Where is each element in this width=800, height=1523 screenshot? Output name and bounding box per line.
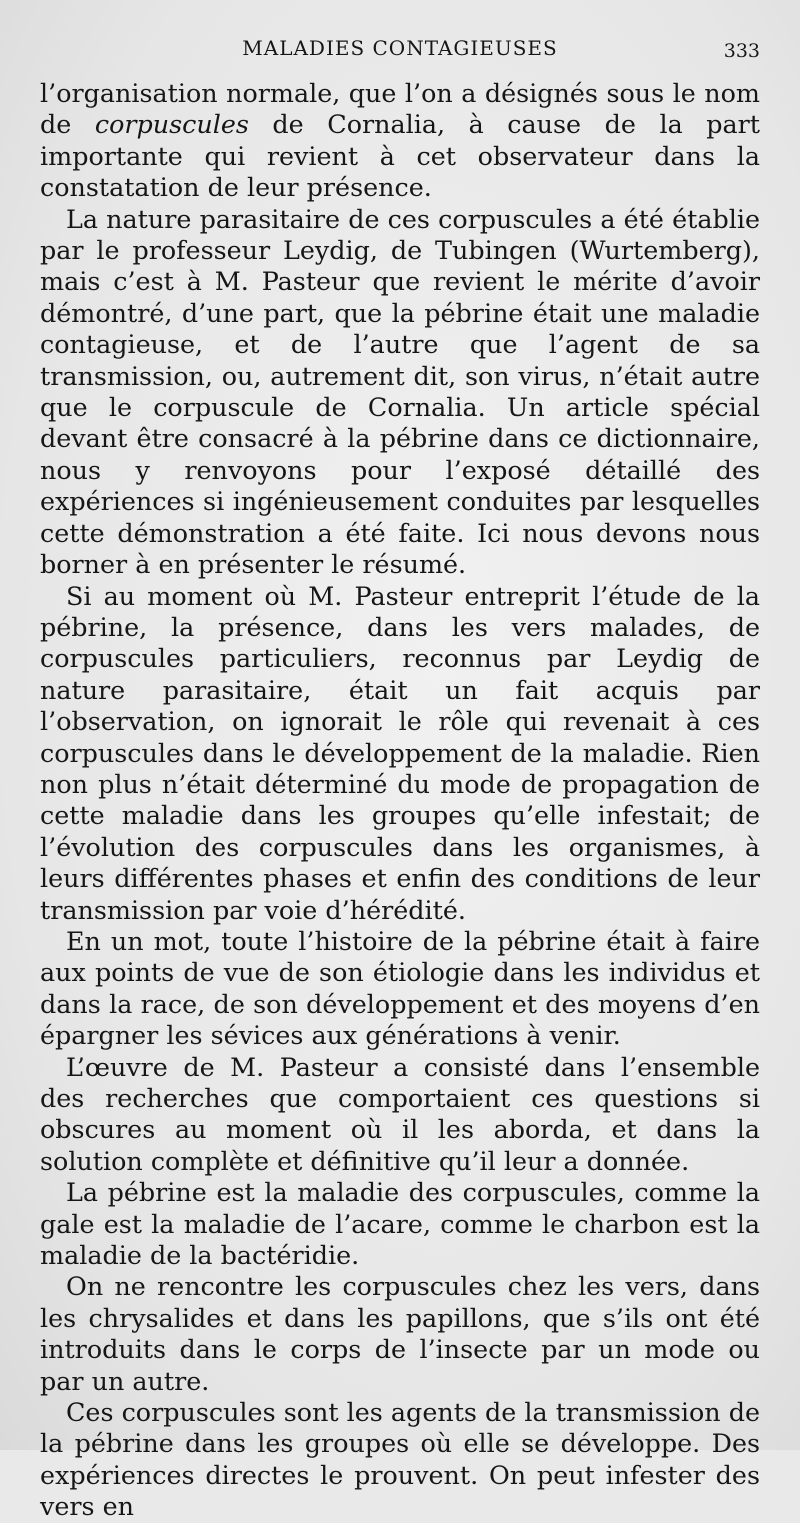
paragraph-1-text-b: de Cornalia, à cause de la part importante qui revient à cet observateur dans la constatation de leur présence.	[40, 109, 760, 203]
paragraph-1	[40, 78, 760, 204]
body-text	[40, 78, 760, 1523]
page-number: 333	[723, 40, 760, 62]
running-title: MALADIES CONTAGIEUSES	[242, 36, 558, 60]
paragraph-1-italic-term: corpuscules	[94, 109, 249, 140]
paragraph-3: Si au moment où M. Pasteur entreprit l’étude de la pébrine, la présence, dans les vers malades, de corpuscules particuliers, reconnus par Leydig de nature parasitaire, était un fait acquis par l’observation, on ignorait le rôle qui revenait à ces corpuscules dans le développement de la maladie. Rien non plus n’était déterminé du mode de propagation de cette maladie dans les groupes qu’elle infestait; de l’évolution des corpuscules dans les organismes, à leurs différentes phases et enfin des conditions de leur transmission par voie d’hérédité.	[40, 580, 760, 925]
paragraph-7: On ne rencontre les corpuscules chez les vers, dans les chrysalides et dans les papillons, que s’ils ont été introduits dans le corps de l’insecte par un mode ou par un autre.	[40, 1271, 760, 1396]
paragraph-6: La pébrine est la maladie des corpuscules, comme la gale est la maladie de l’acare, comme le charbon est la maladie de la bactéridie.	[40, 1177, 760, 1271]
paragraph-5: L’œuvre de M. Pasteur a consisté dans l’ensemble des recherches que comportaient ces questions si obscures au moment où il les aborda, et dans la solution complète et définitive qu’il leur a donnée.	[40, 1051, 760, 1176]
paragraph-1-text-a: l’organisation normale, que l’on a désignés sous le nom de	[40, 78, 760, 140]
paragraph-8: Ces corpuscules sont les agents de la transmission de la pébrine dans les groupes où elle se développe. Des expériences directes le prouvent. On peut infester des vers en	[40, 1397, 760, 1522]
paragraph-2: La nature parasitaire de ces corpuscules a été établie par le professeur Leydig, de Tubingen (Wurtemberg), mais c’est à M. Pasteur que revient le mérite d’avoir démontré, d’une part, que la pébrine était une maladie contagieuse, et de l’autre que l’agent de sa transmission, ou, autrement dit, son virus, n’était autre que le corpuscule de Cornalia. Un article spécial devant être consacré à la pébrine dans ce dictionnaire, nous y renvoyons pour l’exposé détaillé des expériences si ingénieusement conduites par lesquelles cette démonstration a été faite. Ici nous devons nous borner à en présenter le résumé.	[40, 203, 760, 580]
page-header	[40, 30, 760, 66]
paragraph-4: En un mot, toute l’histoire de la pébrine était à faire aux points de vue de son étiologie dans les individus et dans la race, de son développement et des moyens d’en épargner les sévices aux générations à venir.	[40, 925, 760, 1051]
